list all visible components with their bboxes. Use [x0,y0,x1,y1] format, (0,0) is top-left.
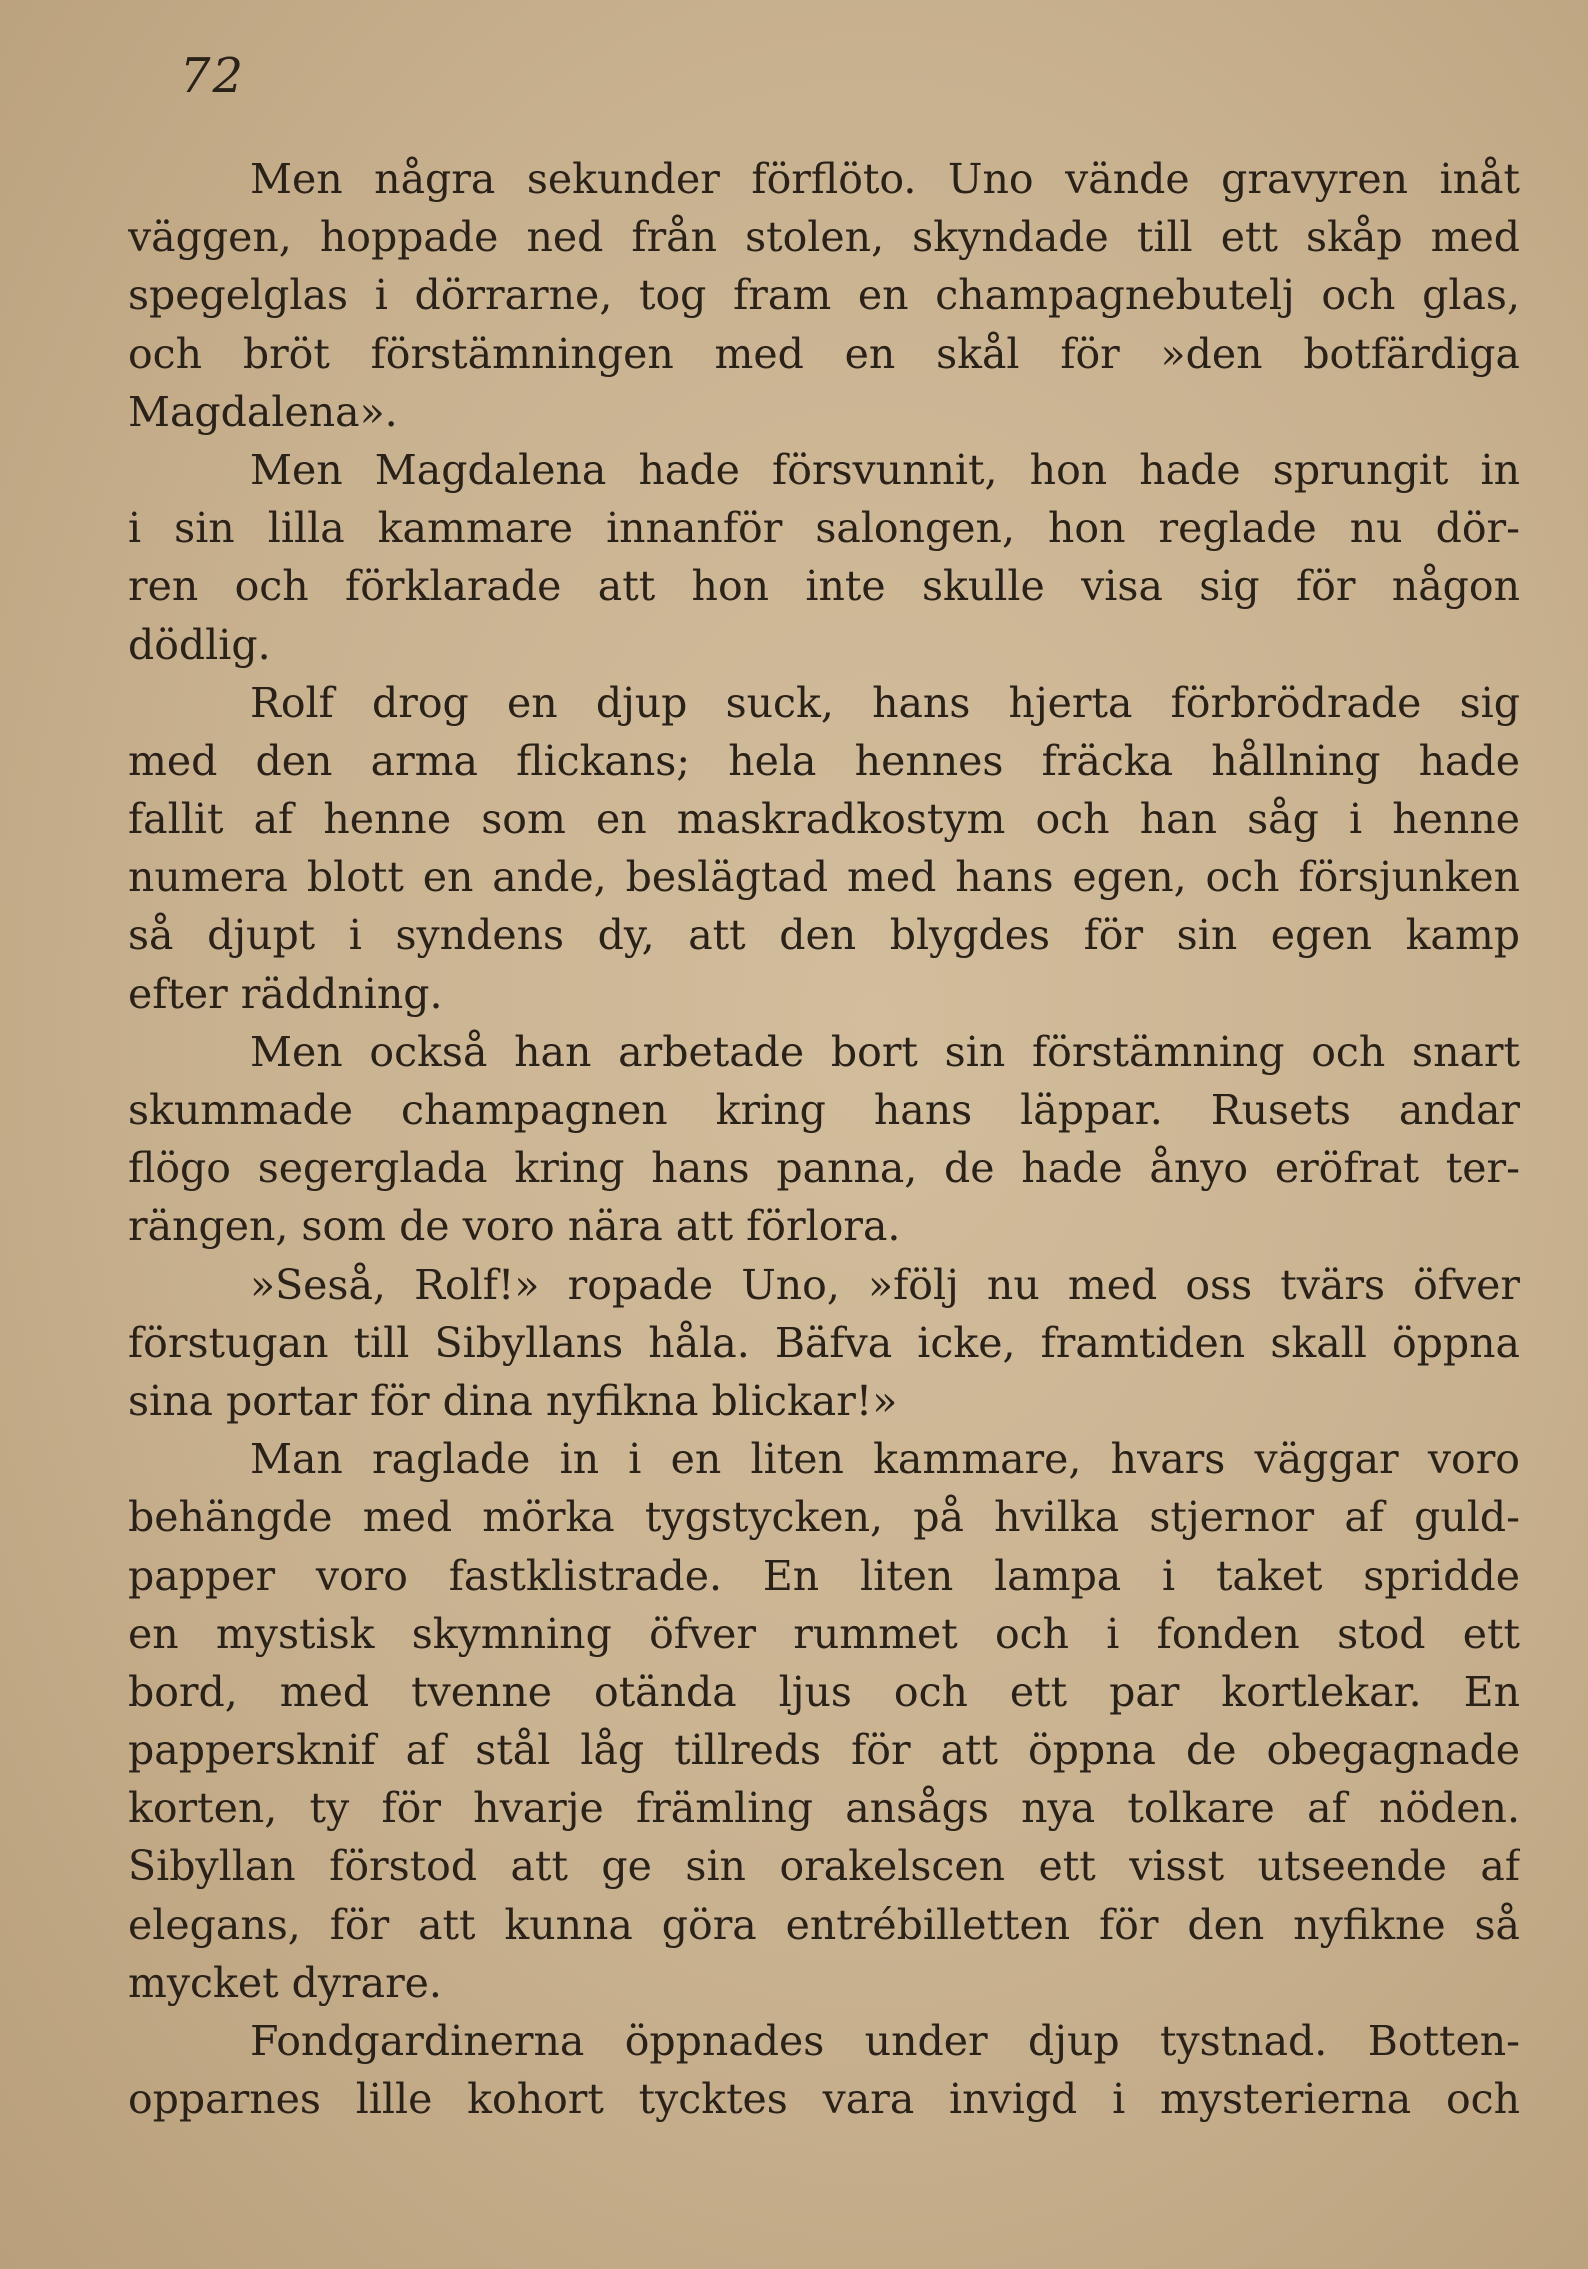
text-line: Fondgardinerna öppnades under djup tystnad. Botten- [250,2017,1520,2065]
text-line: efter räddning. [128,969,443,1018]
page-number: 72 [180,48,246,104]
text-line: elegans, för att kunna göra entrébilletten för den nyfikne så [128,1900,1520,1949]
text-line: Men också han arbetade bort sin förstämning och snart [250,1027,1520,1076]
text-line: fallit af henne som en maskradkostym och han såg i henne [128,795,1520,844]
text-line: numera blott en ande, beslägtad med hans egen, och försjunken [128,853,1520,902]
text-line: spegelglas i dörrarne, tog fram en champagnebutelj och glas, [128,271,1520,320]
text-line: rängen, som de voro nära att förlora. [128,1202,901,1251]
text-line: Men några sekunder förflöto. Uno vände gravyren inåt [250,155,1520,203]
body-text [128,150,1520,2128]
text-line: »Seså, Rolf!» ropade Uno, »följ nu med oss tvärs öfver [250,1260,1520,1309]
text-line: behängde med mörka tygstycken, på hvilka stjernor af guld- [128,1493,1520,1542]
text-line: pappersknif af stål låg tillreds för att öppna de obegagnade [128,1726,1520,1775]
text-line: förstugan till Sibyllans håla. Bäfva icke, framtiden skall öppna [128,1318,1520,1367]
text-line: bord, med tvenne otända ljus och ett par kortlekar. En [128,1667,1520,1716]
text-line: papper voro fastklistrade. En liten lampa i taket spridde [128,1551,1520,1600]
text-line: Sibyllan förstod att ge sin orakelscen ett visst utseende af [128,1842,1520,1891]
text-line: Magdalena». [128,387,398,436]
text-line: flögo segerglada kring hans panna, de hade ånyo eröfrat ter- [128,1144,1520,1193]
text-line: dödlig. [128,620,271,669]
text-line: Man raglade in i en liten kammare, hvars väggar voro [250,1435,1520,1484]
text-line: opparnes lille kohort tycktes vara invigd i mysterierna och [128,2075,1520,2124]
text-line: väggen, hoppade ned från stolen, skyndade till ett skåp med [128,213,1520,262]
text-line: skummade champagnen kring hans läppar. Rusets andar [128,1086,1520,1134]
text-line: en mystisk skymning öfver rummet och i fonden stod ett [128,1609,1520,1658]
text-line: mycket dyrare. [128,1958,442,2007]
text-line: korten, ty för hvarje främling ansågs nya tolkare af nöden. [128,1784,1520,1833]
text-line: och bröt förstämningen med en skål för »den botfärdiga [128,329,1520,378]
text-line: sina portar för dina nyfikna blickar!» [128,1376,898,1425]
text-line: i sin lilla kammare innanför salongen, hon reglade nu dör- [128,504,1520,553]
text-line: Rolf drog en djup suck, hans hjerta förbrödrade sig [250,678,1520,727]
text-line: ren och förklarade att hon inte skulle visa sig för någon [128,562,1520,611]
text-line: så djupt i syndens dy, att den blygdes för sin egen kamp [128,911,1520,960]
text-line: med den arma flickans; hela hennes fräcka hållning hade [128,736,1520,785]
text-line: Men Magdalena hade försvunnit, hon hade sprungit in [250,445,1520,494]
